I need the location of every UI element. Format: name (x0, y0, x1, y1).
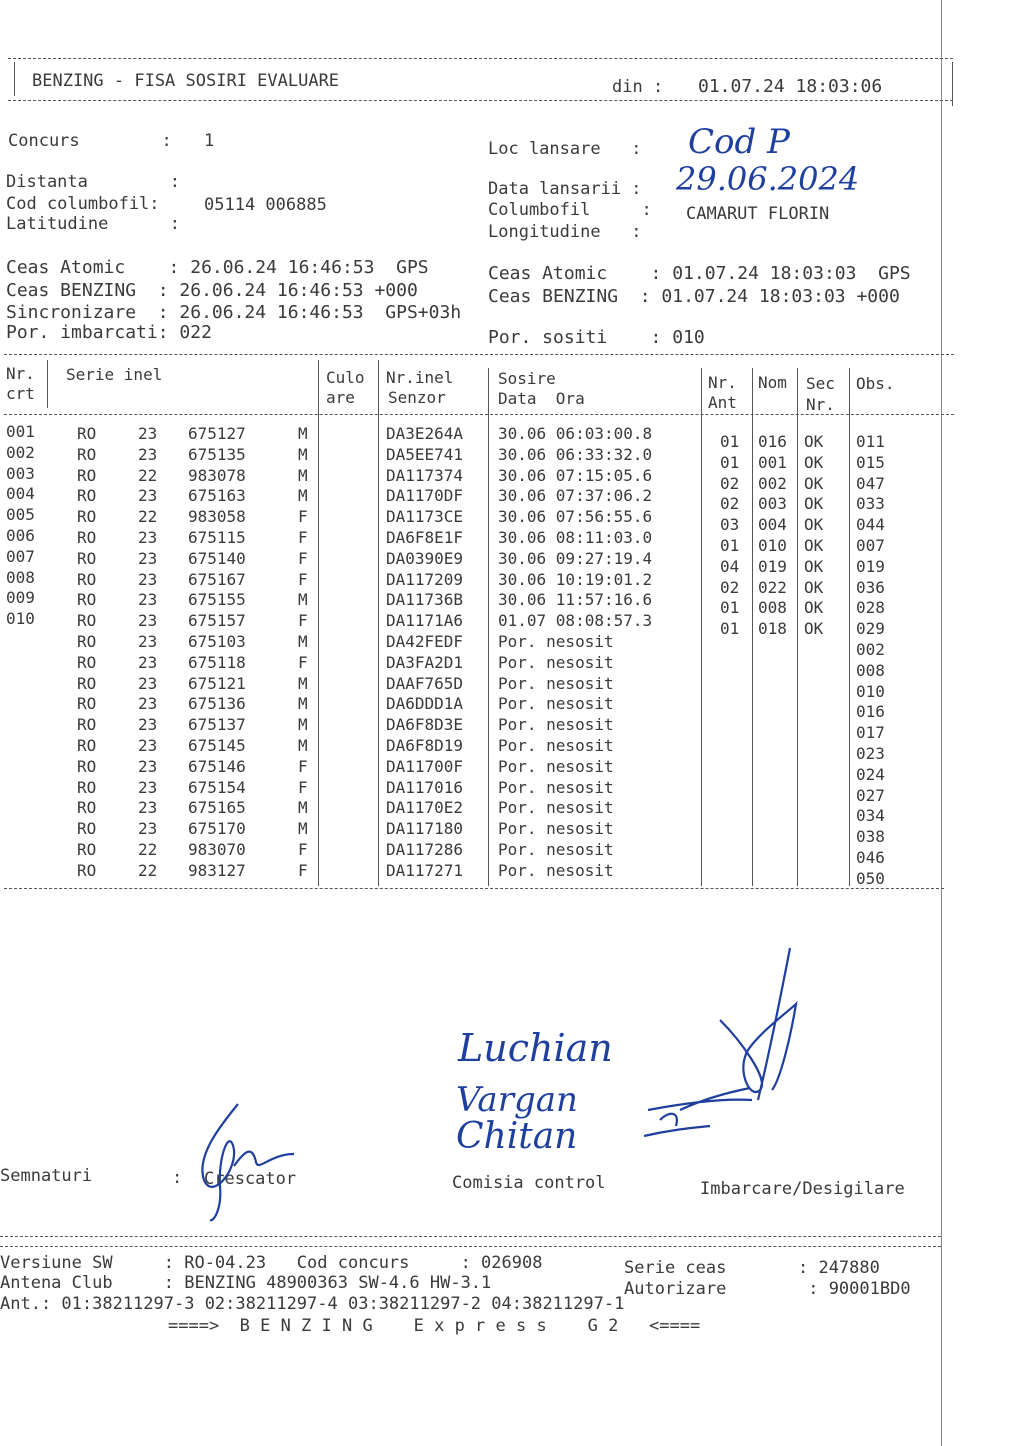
row-obs: 033 (856, 494, 885, 514)
row-nom: 002 (758, 473, 787, 493)
concurs-label: Concurs : (8, 131, 172, 151)
row-ring-number: 983058 (188, 507, 246, 527)
row-sensor-id: DA117271 (386, 860, 464, 880)
table-row (0, 652, 960, 680)
row-sex: F (298, 756, 308, 776)
ceas-benzing-right: Ceas BENZING : 01.07.24 18:03:03 +000 (488, 286, 900, 307)
table-row (0, 756, 960, 784)
row-country: RO (77, 860, 97, 880)
data-lansarii-label: Data lansarii : (488, 179, 642, 199)
table-row (0, 484, 960, 514)
table-row (0, 819, 960, 847)
row-sensor-id: DA6F8D19 (386, 736, 464, 755)
antena-club-line: Antena Club : BENZING 48900363 SW-4.6 HW-3.1 (0, 1273, 492, 1293)
row-nr-crt: 004 (6, 484, 35, 504)
row-sensor-id: DA6F8D3E (386, 715, 464, 735)
row-sec: OK (804, 473, 824, 493)
table-row (0, 736, 960, 763)
row-antenna: 02 (720, 577, 740, 597)
row-sex: M (298, 715, 308, 735)
row-country: RO (77, 715, 97, 735)
row-year: 23 (138, 777, 158, 797)
row-sex: F (298, 860, 308, 880)
row-ring-number: 675157 (188, 611, 246, 631)
row-sex: M (298, 444, 308, 464)
row-arrival-time: Por. nesosit (498, 860, 614, 880)
header-nr-ant-1: Nr. (708, 373, 737, 392)
row-obs: 015 (856, 452, 885, 472)
table-top-rule (4, 354, 954, 355)
row-sensor-id: DA117374 (386, 465, 464, 485)
row-country: RO (77, 444, 97, 464)
row-sex: F (298, 507, 308, 527)
row-nom: 018 (758, 619, 787, 639)
row-country: RO (77, 756, 97, 776)
commission-signature-3: Chitan (456, 1116, 578, 1157)
header-sosire-1: Sosire (498, 369, 556, 388)
row-obs: 029 (856, 619, 885, 639)
ceas-atomic-right: Ceas Atomic : 01.07.24 18:03:03 GPS (488, 263, 911, 284)
row-country: RO (77, 652, 97, 672)
table-row (0, 526, 960, 555)
row-sex: F (298, 548, 308, 568)
table-row (0, 505, 960, 535)
row-antenna: 01 (720, 619, 740, 639)
row-obs: 044 (856, 515, 885, 535)
crescator-label: Crescator (204, 1169, 297, 1189)
row-year: 23 (138, 756, 158, 776)
row-ring-number: 675137 (188, 715, 246, 735)
row-country: RO (77, 528, 97, 547)
row-antenna: 01 (720, 452, 740, 472)
row-sensor-id: DA1170E2 (386, 798, 464, 818)
row-country: RO (77, 777, 97, 797)
row-nr-crt: 001 (6, 422, 35, 441)
benzing-brand-line: ====> B E N Z I N G E x p r e s s G 2 <==== (168, 1316, 701, 1336)
row-nom: 016 (758, 432, 787, 451)
columbofil-label: Columbofil : (488, 200, 652, 220)
row-year: 22 (138, 840, 158, 859)
row-ring-number: 675155 (188, 590, 246, 610)
table-row (0, 609, 960, 639)
row-country: RO (77, 673, 97, 693)
distanta-label: Distanta : (6, 172, 180, 192)
table-bottom-rule (4, 888, 944, 889)
table-row (0, 840, 960, 867)
longitudine-label: Longitudine : (488, 222, 642, 242)
row-country: RO (77, 569, 97, 589)
semnaturi-colon: : (172, 1168, 183, 1188)
header-top-rule (8, 58, 953, 59)
ceas-benzing-left: Ceas BENZING : 26.06.24 16:46:53 +000 (6, 280, 418, 301)
row-ring-number: 675154 (188, 777, 246, 797)
row-sensor-id: DA1173CE (386, 507, 464, 527)
row-year: 22 (138, 507, 158, 527)
row-arrival-time: Por. nesosit (498, 736, 614, 755)
commission-signature-1: Luchian (458, 1026, 613, 1070)
row-sensor-id: DA3FA2D1 (386, 652, 464, 672)
row-year: 22 (138, 860, 158, 880)
row-sex: F (298, 840, 308, 859)
row-arrival-time: Por. nesosit (498, 777, 614, 797)
row-obs: 017 (856, 723, 885, 743)
versiune-sw-line: Versiune SW : RO-04.23 Cod concurs : 026908 (0, 1253, 543, 1273)
table-row (0, 777, 960, 805)
row-ring-number: 675103 (188, 632, 246, 651)
row-sensor-id: DA117180 (386, 819, 464, 839)
row-nr-crt: 008 (6, 567, 35, 587)
serie-ceas-line: Serie ceas : 247880 (624, 1258, 880, 1278)
row-arrival-time: 30.06 07:56:55.6 (498, 507, 653, 527)
row-sensor-id: DA117209 (386, 569, 464, 589)
row-antenna: 02 (720, 473, 740, 493)
row-obs: 028 (856, 598, 885, 618)
row-obs: 024 (856, 764, 885, 784)
row-sec: OK (804, 556, 824, 576)
row-year: 23 (138, 652, 158, 672)
row-arrival-time: 30.06 08:11:03.0 (498, 528, 653, 547)
row-nom: 008 (758, 598, 787, 618)
row-obs: 036 (856, 577, 885, 597)
row-sex: M (298, 486, 308, 506)
row-country: RO (77, 694, 97, 714)
row-antenna: 01 (720, 598, 740, 618)
row-sensor-id: DA117016 (386, 777, 464, 797)
row-year: 23 (138, 798, 158, 818)
row-year: 23 (138, 424, 158, 443)
row-sex: M (298, 736, 308, 755)
row-country: RO (77, 819, 97, 839)
table-row (0, 798, 960, 826)
row-sensor-id: DA0390E9 (386, 548, 464, 568)
row-sec: OK (804, 598, 824, 618)
data-lansarii-handwritten: 29.06.2024 (676, 160, 860, 198)
row-nr-crt: 010 (6, 609, 35, 629)
row-sex: M (298, 632, 308, 651)
row-sex: F (298, 652, 308, 672)
row-antenna: 01 (720, 536, 740, 555)
row-arrival-time: Por. nesosit (498, 632, 614, 651)
columbofil-value: CAMARUT FLORIN (686, 204, 830, 224)
row-country: RO (77, 507, 97, 527)
row-ring-number: 675115 (188, 528, 246, 547)
row-ring-number: 675118 (188, 652, 246, 672)
row-country: RO (77, 611, 97, 631)
row-arrival-time: 30.06 07:15:05.6 (498, 465, 653, 485)
row-nom: 019 (758, 556, 787, 576)
row-arrival-time: Por. nesosit (498, 694, 614, 714)
row-obs: 023 (856, 744, 885, 763)
row-nr-crt: 002 (6, 442, 35, 462)
table-row (0, 567, 960, 597)
header-nr-inel-1: Nr.inel (386, 368, 454, 387)
table-row (0, 673, 960, 701)
row-obs: 007 (856, 536, 885, 555)
row-sensor-id: DAAF765D (386, 673, 464, 693)
row-sex: M (298, 673, 308, 693)
row-arrival-time: Por. nesosit (498, 798, 614, 818)
header-nr-inel-2: Senzor (388, 388, 446, 407)
row-sec: OK (804, 494, 824, 514)
row-obs: 046 (856, 848, 885, 867)
row-obs: 011 (856, 432, 885, 451)
row-sensor-id: DA3E264A (386, 424, 464, 443)
row-sex: F (298, 611, 308, 631)
concurs-value: 1 (204, 131, 215, 151)
row-ring-number: 983070 (188, 840, 246, 859)
row-country: RO (77, 548, 97, 568)
row-sec: OK (804, 515, 824, 535)
row-obs: 002 (856, 640, 885, 659)
row-nr-crt: 009 (6, 588, 35, 608)
header-culoare-1: Culo (326, 368, 365, 387)
header-nom: Nom (758, 373, 787, 392)
row-obs: 016 (856, 702, 885, 722)
table-row (0, 860, 960, 888)
row-arrival-time: Por. nesosit (498, 756, 614, 776)
row-ring-number: 675140 (188, 548, 246, 568)
antenna-serials-line: Ant.: 01:38211297-3 02:38211297-4 03:38211297-2 04:38211297-1 (0, 1294, 625, 1314)
row-arrival-time: 30.06 10:19:01.2 (498, 569, 653, 589)
row-country: RO (77, 465, 97, 485)
ceas-atomic-left: Ceas Atomic : 26.06.24 16:46:53 GPS (6, 257, 429, 278)
row-year: 23 (138, 715, 158, 735)
row-sex: M (298, 590, 308, 610)
row-sex: M (298, 819, 308, 839)
header-din-datetime: 01.07.24 18:03:06 (698, 76, 883, 97)
row-sex: F (298, 528, 308, 547)
row-sensor-id: DA117286 (386, 840, 464, 859)
row-country: RO (77, 736, 97, 755)
table-row (0, 422, 960, 451)
row-ring-number: 675127 (188, 424, 246, 443)
table-row (0, 588, 960, 618)
header-din-label: din : (612, 77, 664, 97)
row-arrival-time: 01.07 08:08:57.3 (498, 611, 653, 631)
row-sex: M (298, 694, 308, 714)
row-arrival-time: 30.06 07:37:06.2 (498, 486, 653, 506)
row-obs: 038 (856, 827, 885, 847)
row-arrival-time: Por. nesosit (498, 819, 614, 839)
sincronizare-left: Sincronizare : 26.06.24 16:46:53 GPS+03h (6, 302, 462, 323)
row-sensor-id: DA1171A6 (386, 611, 464, 631)
header-nr-crt-2: crt (6, 384, 35, 403)
row-sec: OK (804, 577, 824, 597)
row-arrival-time: 30.06 06:33:32.0 (498, 444, 653, 464)
row-obs: 034 (856, 806, 885, 826)
row-country: RO (77, 840, 97, 859)
row-sensor-id: DA1170DF (386, 486, 464, 506)
row-ring-number: 675163 (188, 486, 246, 506)
header-sosire-2: Data Ora (498, 389, 585, 408)
row-obs: 008 (856, 660, 885, 680)
row-arrival-time: Por. nesosit (498, 715, 614, 735)
row-arrival-time: 30.06 06:03:00.8 (498, 424, 653, 443)
loc-lansare-handwritten: Cod P (688, 122, 790, 162)
row-obs: 010 (856, 681, 885, 701)
row-sec: OK (804, 452, 824, 472)
row-obs: 027 (856, 785, 885, 805)
commission-signature-flourish (640, 940, 840, 1140)
por-imbarcati: Por. imbarcati: 022 (6, 322, 212, 343)
row-sensor-id: DA6F8E1F (386, 528, 464, 547)
por-sositi: Por. sositi : 010 (488, 327, 705, 348)
header-left-border (14, 62, 15, 96)
row-arrival-time: Por. nesosit (498, 652, 614, 672)
crescator-signature (190, 1096, 300, 1226)
row-country: RO (77, 590, 97, 610)
row-ring-number: 675145 (188, 736, 246, 755)
row-arrival-time: 30.06 11:57:16.6 (498, 590, 653, 610)
row-year: 22 (138, 465, 158, 485)
row-obs: 019 (856, 556, 885, 576)
row-nom: 001 (758, 452, 787, 472)
table-row (0, 632, 960, 659)
loc-lansare-label: Loc lansare : (488, 139, 642, 159)
comisia-control-label: Comisia control (452, 1173, 606, 1193)
table-row (0, 463, 960, 493)
row-arrival-time: 30.06 09:27:19.4 (498, 548, 653, 568)
row-country: RO (77, 486, 97, 506)
row-ring-number: 675136 (188, 694, 246, 714)
row-sec: OK (804, 432, 824, 451)
row-obs: 050 (856, 868, 885, 888)
row-ring-number: 675165 (188, 798, 246, 818)
header-nr-crt-1: Nr. (6, 364, 35, 383)
latitudine-label: Latitudine : (6, 214, 180, 234)
row-ring-number: 983127 (188, 860, 246, 880)
row-year: 23 (138, 611, 158, 631)
row-nom: 022 (758, 577, 787, 597)
row-nom: 004 (758, 515, 787, 535)
row-year: 23 (138, 590, 158, 610)
row-sex: F (298, 777, 308, 797)
row-antenna: 03 (720, 515, 740, 535)
row-sec: OK (804, 536, 824, 555)
row-country: RO (77, 798, 97, 818)
imbarcare-desigilare-label: Imbarcare/Desigilare (700, 1179, 905, 1199)
row-year: 23 (138, 569, 158, 589)
row-year: 23 (138, 444, 158, 464)
commission-signature-2: Vargan (456, 1080, 578, 1120)
row-year: 23 (138, 486, 158, 506)
table-row (0, 546, 960, 576)
autorizare-line: Autorizare : 90001BD0 (624, 1279, 911, 1299)
row-nom: 010 (758, 536, 787, 555)
footer-rule-2 (0, 1246, 941, 1247)
header-culoare-2: are (326, 388, 355, 407)
header-bottom-rule (8, 100, 953, 101)
header-obs: Obs. (856, 374, 895, 393)
row-antenna: 04 (720, 556, 740, 576)
row-sensor-id: DA5EE741 (386, 444, 464, 464)
row-nom: 003 (758, 494, 787, 514)
header-nr-ant-2: Ant (708, 393, 737, 412)
row-antenna: 02 (720, 494, 740, 514)
row-arrival-time: Por. nesosit (498, 673, 614, 693)
row-ring-number: 675135 (188, 444, 246, 464)
row-year: 23 (138, 694, 158, 714)
row-country: RO (77, 424, 97, 443)
semnaturi-label: Semnaturi (0, 1166, 93, 1186)
row-nr-crt: 003 (6, 463, 35, 483)
row-year: 23 (138, 819, 158, 839)
row-nr-crt: 007 (6, 546, 35, 566)
row-sex: M (298, 465, 308, 485)
table-row (0, 694, 960, 722)
footer-rule-1 (0, 1236, 941, 1237)
table-row (0, 715, 960, 743)
row-ring-number: 675167 (188, 569, 246, 589)
row-year: 23 (138, 548, 158, 568)
header-sec-2: Nr. (806, 395, 835, 414)
header-serie-inel: Serie inel (66, 365, 163, 384)
row-year: 23 (138, 736, 158, 755)
row-nr-crt: 006 (6, 526, 35, 545)
row-year: 23 (138, 528, 158, 547)
row-ring-number: 675170 (188, 819, 246, 839)
row-sensor-id: DA11700F (386, 756, 464, 776)
table-row (0, 442, 960, 472)
cod-columbofil-value: 05114 006885 (204, 195, 327, 215)
cod-columbofil-label: Cod columbofil: (6, 194, 160, 214)
row-obs: 047 (856, 473, 885, 493)
row-arrival-time: Por. nesosit (498, 840, 614, 859)
row-ring-number: 983078 (188, 465, 246, 485)
row-ring-number: 675146 (188, 756, 246, 776)
row-sensor-id: DA42FEDF (386, 632, 464, 651)
row-year: 23 (138, 673, 158, 693)
row-ring-number: 675121 (188, 673, 246, 693)
header-sec-1: Sec (806, 374, 835, 393)
row-nr-crt: 005 (6, 505, 35, 525)
row-sex: F (298, 569, 308, 589)
row-sensor-id: DA11736B (386, 590, 464, 610)
row-sex: M (298, 798, 308, 818)
row-sec: OK (804, 619, 824, 639)
document-title: BENZING - FISA SOSIRI EVALUARE (32, 71, 340, 91)
row-year: 23 (138, 632, 158, 651)
row-sex: M (298, 424, 308, 443)
row-country: RO (77, 632, 97, 651)
row-antenna: 01 (720, 432, 740, 451)
row-sensor-id: DA6DDD1A (386, 694, 464, 714)
col-sep-crt (47, 360, 48, 408)
